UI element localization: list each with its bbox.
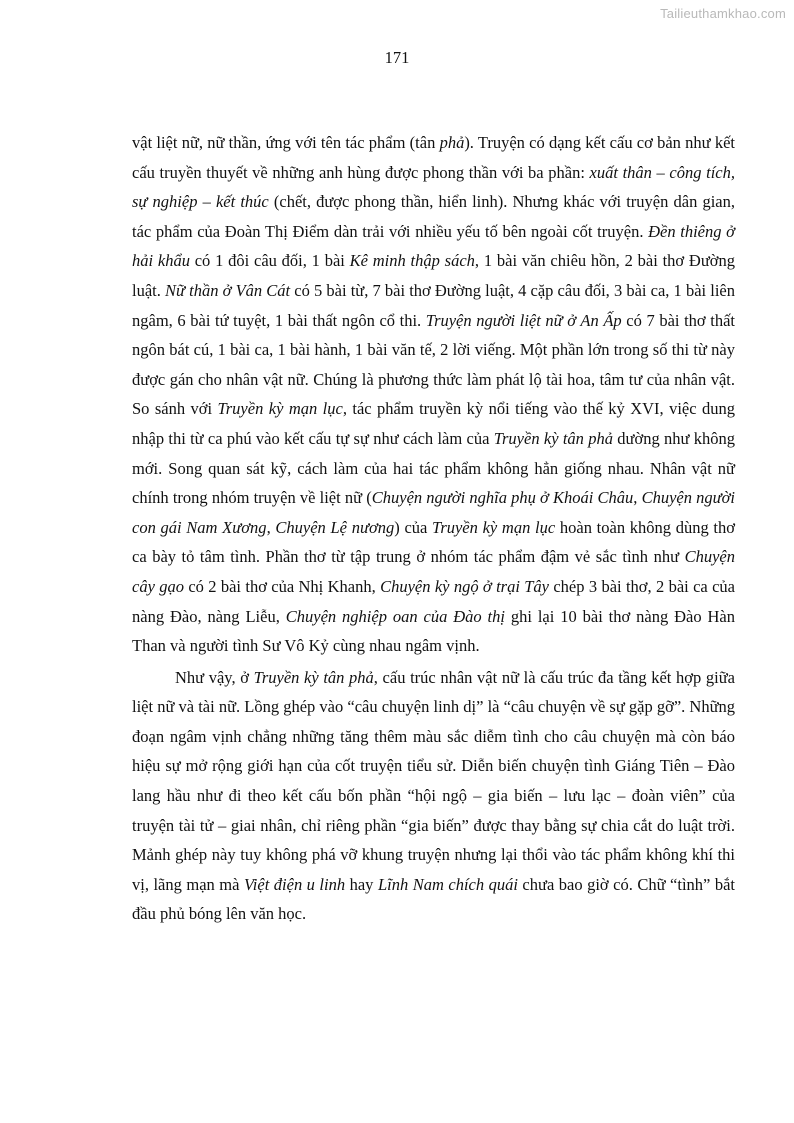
italic-title-text: Truyền kỳ mạn lục — [217, 399, 343, 419]
italic-title-text: Truyền kỳ tân phả — [253, 667, 374, 687]
body-text: hay — [345, 874, 378, 894]
italic-title-text: phả — [439, 133, 465, 152]
body-text: , 1 bài văn chiêu hồn, 2 bài thơ Đường luật. — [132, 251, 735, 300]
italic-title-text: Đền thiêng ở hải khẩu — [132, 221, 735, 271]
body-text: Như vậy, ở — [175, 667, 254, 687]
italic-title-text: Truyền kỳ tân phả — [493, 428, 613, 448]
body-text: chưa bao giờ có. Chữ “tình” bắt đầu phủ bóng lên văn học. — [132, 874, 736, 924]
italic-title-text: Truyện người liệt nữ ở An Ấp — [425, 310, 622, 330]
body-text: hoàn toàn không dùng thơ ca bày tỏ tâm tình. Phần thơ từ tập trung ở nhóm tác phẩm đậm vẻ sắc tình như — [132, 517, 735, 567]
italic-title-text: Chuyện cây gạo — [132, 547, 735, 596]
italic-title-text: Chuyện người con gái Nam Xương — [132, 488, 736, 537]
body-text: có 1 đôi câu đối, 1 bài — [189, 251, 350, 271]
body-text: ghi lại 10 bài thơ nàng Đào Hàn Than và người tình Sư Vô Kỷ cùng nhau ngâm vịnh. — [132, 606, 735, 656]
body-text: ). Truyện có dạng kết cấu cơ bản như kết cấu truyền thuyết về những anh hùng được phong thần với ba phần: — [132, 133, 735, 182]
italic-title-text: Việt điện u linh — [243, 874, 346, 894]
body-text: , tác phẩm truyền kỳ nổi tiếng vào thế kỷ XVI, việc dung nhập thi từ ca phú vào kết cấu tự sự như cách làm của — [132, 399, 735, 448]
italic-title-text: Truyền kỳ mạn lục — [432, 517, 556, 537]
body-text: , — [633, 488, 642, 508]
body-text: có 5 bài từ, 7 bài thơ Đường luật, 4 cặp câu đối, 3 bài ca, 1 bài liên ngâm, 6 bài tứ tuyệt, 1 bài thất ngôn cổ thi. — [132, 280, 735, 330]
body-text: dường như không mới. Song quan sát kỹ, cách làm của hai tác phẩm không hẳn giống nhau. Nhân vật nữ chính trong nhóm truyện về liệt nữ ( — [132, 428, 735, 508]
italic-title-text: Chuyện nghiệp oan của Đào thị — [285, 606, 505, 626]
italic-title-text: Nữ thần ở Vân Cát — [165, 280, 291, 300]
paragraph-1 — [132, 128, 735, 661]
page-number: 171 — [384, 48, 410, 67]
paragraph-2 — [132, 663, 735, 929]
italic-title-text: xuất thân – công tích, sự nghiệp – kết thúc — [132, 162, 735, 212]
body-text: vật liệt nữ, nữ thần, ứng với tên tác phẩm (tân — [132, 133, 440, 152]
watermark-text: Tailieuthamkhao.com — [660, 6, 786, 21]
italic-title-text: Kê minh thập sách — [349, 251, 475, 271]
italic-title-text: Chuyện kỳ ngộ ở trại Tây — [380, 576, 550, 596]
body-text: có 2 bài thơ của Nhị Khanh, — [184, 576, 381, 596]
body-text: (chết, được phong thần, hiển linh). Nhưng khác với truyện dân gian, tác phẩm của Đoàn Thị Điểm dàn trải với nhiều yếu tố bên ngoài cốt truyện. — [132, 192, 735, 241]
italic-title-text: Chuyện Lệ nương — [275, 517, 395, 537]
italic-title-text: Lĩnh Nam chích quái — [377, 874, 518, 894]
body-text: có 7 bài thơ thất ngôn bát cú, 1 bài ca, 1 bài hành, 1 bài văn tế, 2 lời viếng. Một phần lớn trong số thi từ này được gán cho nhân vật nữ. Chúng là phương thức làm phát lộ tài hoa, tâm tư của nhân vật. So sánh với — [132, 310, 735, 419]
body-text: chép 3 bài thơ, 2 bài ca của nàng Đào, nàng Liễu, — [132, 576, 735, 626]
body-text: , — [266, 517, 276, 537]
body-text: ) của — [394, 517, 433, 537]
italic-title-text: Chuyện người nghĩa phụ ở Khoái Châu — [371, 488, 634, 508]
body-text: , cấu trúc nhân vật nữ là cấu trúc đa tầng kết hợp giữa liệt nữ và tài nữ. Lồng ghép vào “câu chuyện linh dị” là “câu chuyện về sự gặp gỡ”. Những đoạn ngâm vịnh chẳng những tăng thêm màu sắc diễm tình cho câu chuyện mà còn báo hiệu sự mở rộng giới hạn của cốt truyện tiểu sử. Diễn biến chuyện tình Giáng Tiên – Đào lang hầu như đi theo kết cấu bốn phần “hội ngộ – gia biến – lưu lạc – đoàn viên” của truyện tài tử – giai nhân, chỉ riêng phần “gia biến” được thay bằng sự chia cắt do luật trời. Mảnh ghép này tuy không phá vỡ khung truyện nhưng lại thổi vào tác phẩm không khí thi vị, lãng mạn mà — [132, 667, 736, 894]
page-body — [132, 128, 735, 929]
